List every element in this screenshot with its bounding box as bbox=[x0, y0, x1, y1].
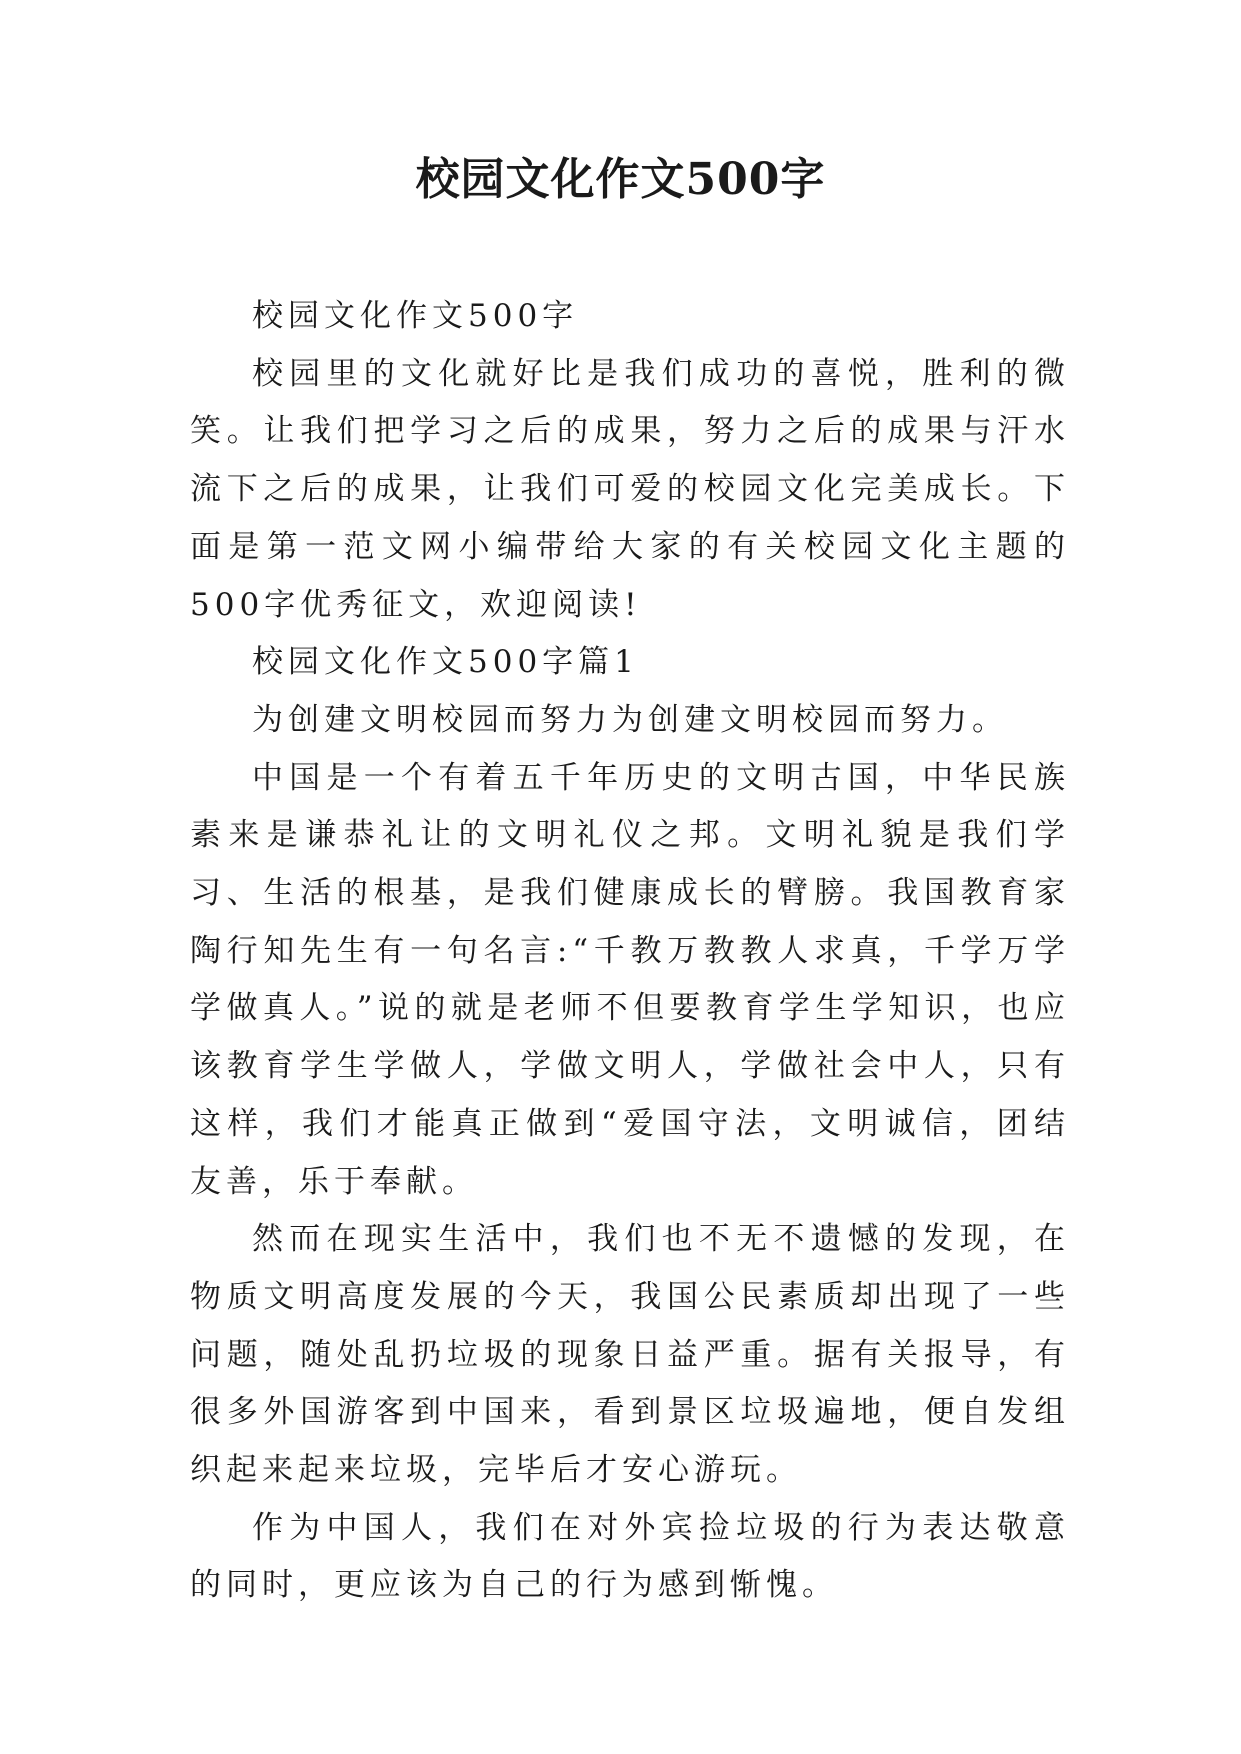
paragraph-reflection: 作为中国人，我们在对外宾捡垃圾的行为表达敬意的同时，更应该为自己的行为感到惭愧。 bbox=[190, 1509, 1070, 1604]
paragraph-theme: 为创建文明校园而努力为创建文明校园而努力。 bbox=[252, 701, 1008, 738]
paragraph-section-heading: 校园文化作文500字篇1 bbox=[252, 644, 639, 681]
document-body bbox=[190, 288, 1070, 1615]
document-title: 校园文化作文500字 bbox=[415, 154, 826, 205]
paragraph-subtitle: 校园文化作文500字 bbox=[252, 298, 579, 334]
paragraph-reality: 然而在现实生活中，我们也不无不遗憾的发现，在物质文明高度发展的今天，我国公民素质却出现了一些问题，随处乱扔垃圾的现象日益严重。据有关报导，有很多外国游客到中国来，看到景区垃圾遍地，便自发组织起来起来垃圾，完毕后才安心游玩。 bbox=[190, 1221, 1070, 1489]
paragraph-china-etiquette: 中国是一个有着五千年历史的文明古国，中华民族素来是谦恭礼让的文明礼仪之邦。文明礼貌是我们学习、生活的根基，是我们健康成长的臂膀。我国教育家陶行知先生有一句名言:“千教万教教人求真，千学万学学做真人。”说的就是老师不但要教育学生学知识，也应该教育学生学做人，学做文明人，学做社会中人，只有这样，我们才能真正做到“爱国守法，文明诚信，团结友善，乐于奉献。 bbox=[190, 759, 1070, 1200]
paragraph-intro: 校园里的文化就好比是我们成功的喜悦，胜利的微笑。让我们把学习之后的成果，努力之后的成果与汗水流下之后的成果，让我们可爱的校园文化完美成长。下面是第一范文网小编带给大家的有关校园文化主题的500字优秀征文，欢迎阅读! bbox=[190, 355, 1070, 623]
